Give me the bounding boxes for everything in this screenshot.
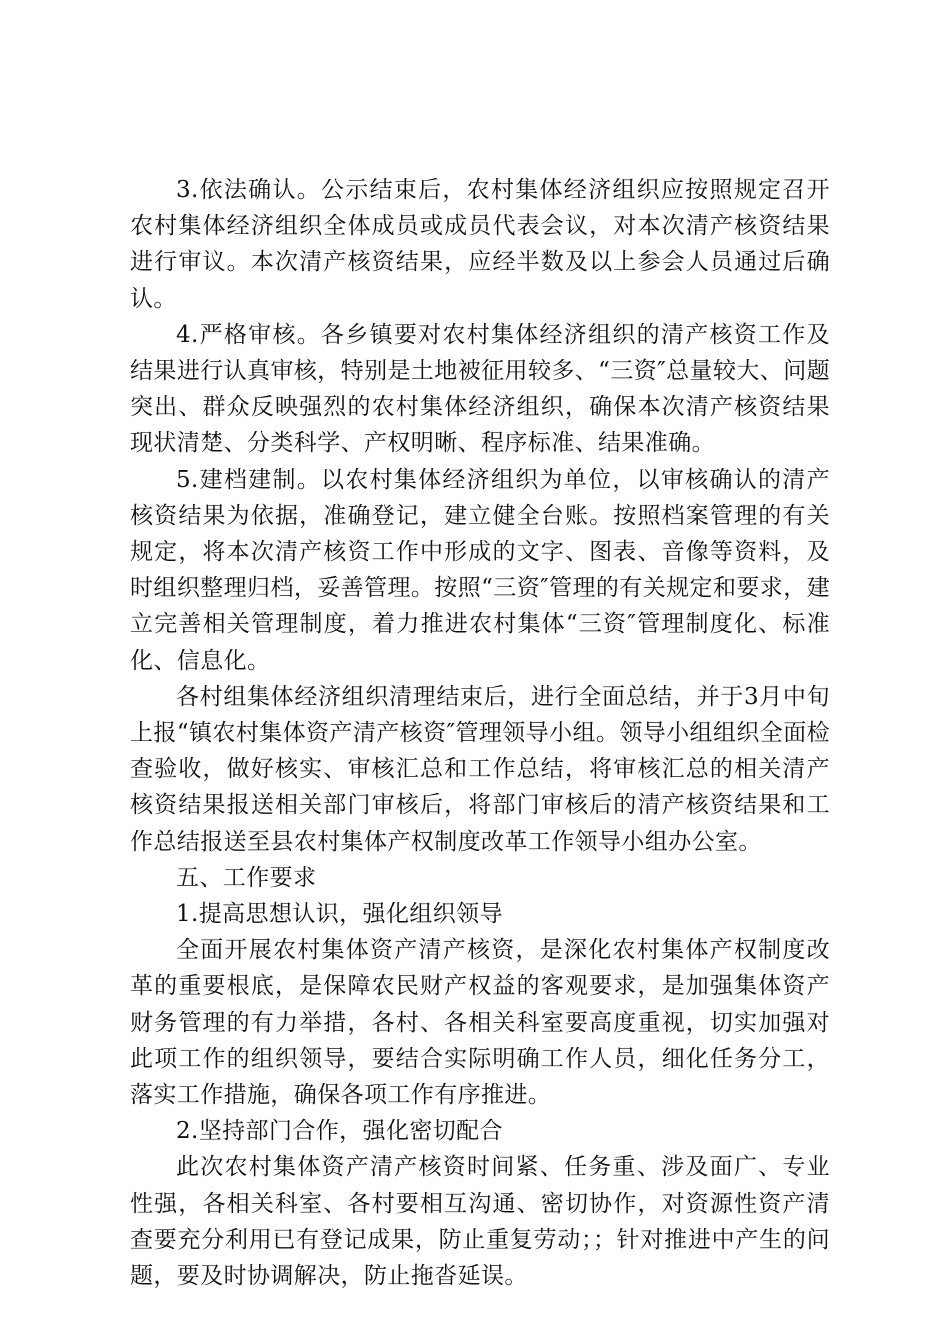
paragraph-summary-report: 各村组集体经济组织清理结束后，进行全面总结，并于3月中旬上报“镇农村集体资产清产核资″管理领导小组。领导小组组织全面检查验收，做好核实、审核汇总和工作总结，将审核汇总的相关清产核资结果报送相关部门审核后，将部门审核后的清产核资结果和工作总结报送至县农村集体产权制度改革工作领导小组办公室。 bbox=[130, 683, 830, 855]
subheading-raise-awareness: 1.提高思想认识，强化组织领导 bbox=[176, 901, 503, 928]
document-body bbox=[130, 172, 830, 1294]
subheading-department-cooperation: 2.坚持部门合作，强化密切配合 bbox=[176, 1118, 503, 1145]
section-heading-work-requirements: 五、工作要求 bbox=[176, 864, 317, 891]
paragraph-legal-confirmation: 3.依法确认。公示结束后，农村集体经济组织应按照规定召开农村集体经济组织全体成员或成员代表会议，对本次清产核资结果进行审议。本次清产核资结果，应经半数及以上参会人员通过后确认。 bbox=[130, 177, 830, 312]
paragraph-raise-awareness: 全面开展农村集体资产清产核资，是深化农村集体产权制度改革的重要根底，是保障农民财产权益的客观要求，是加强集体资产财务管理的有力举措，各村、各相关科室要高度重视，切实加强对此项工作的组织领导，要结合实际明确工作人员，细化任务分工，落实工作措施，确保各项工作有序推进。 bbox=[130, 937, 830, 1109]
paragraph-department-cooperation: 此次农村集体资产清产核资时间紧、任务重、涉及面广、专业性强，各相关科室、各村要相互沟通、密切协作，对资源性资产清查要充分利用已有登记成果，防止重复劳动；；针对推进中产生的问题，要及时协调解决，防止拖沓延误。 bbox=[130, 1154, 830, 1290]
paragraph-archive-system: 5.建档建制。以农村集体经济组织为单位，以审核确认的清产核资结果为依据，准确登记，建立健全台账。按照档案管理的有关规定，将本次清产核资工作中形成的文字、图表、音像等资料，及时组织整理归档，妥善管理。按照“三资″管理的有关规定和要求，建立完善相关管理制度，着力推进农村集体“三资″管理制度化、标准化、信息化。 bbox=[130, 466, 830, 674]
paragraph-strict-review: 4.严格审核。各乡镇要对农村集体经济组织的清产核资工作及结果进行认真审核，特别是土地被征用较多、“三资″总量较大、问题突出、群众反映强烈的农村集体经济组织，确保本次清产核资结果现状清楚、分类科学、产权明晰、程序标准、结果准确。 bbox=[130, 321, 830, 457]
